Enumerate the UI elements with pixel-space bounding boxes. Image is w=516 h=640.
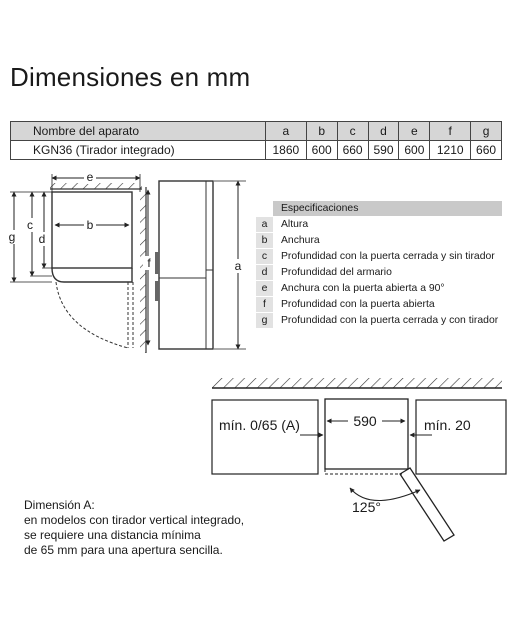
label-left-gap: mín. 0/65 (A): [219, 417, 300, 433]
spec-letter: c: [256, 249, 273, 265]
spec-row: [256, 217, 502, 233]
spec-letter: f: [256, 297, 273, 313]
label-b: b: [86, 218, 94, 232]
spec-letter: e: [256, 281, 273, 297]
dimension-a-note: [24, 498, 244, 558]
side-view-drawing: [140, 181, 246, 353]
spec-row: [256, 281, 502, 297]
header-b: b: [306, 122, 337, 141]
note-line: en modelos con tirador vertical integrado,: [24, 513, 245, 527]
note-heading: Dimensión A:: [24, 498, 95, 512]
value-b: 600: [306, 141, 337, 160]
specifications-table: [256, 201, 502, 329]
value-d: 590: [368, 141, 399, 160]
installation-drawing: [212, 378, 506, 541]
side-view-fridge: [159, 181, 213, 349]
spec-row: [256, 249, 502, 265]
label-angle: 125°: [352, 499, 381, 515]
top-view-drawing: [6, 170, 142, 348]
label-590: 590: [353, 413, 377, 429]
header-a: a: [266, 122, 307, 141]
spec-letter: d: [256, 265, 273, 281]
header-d: d: [368, 122, 399, 141]
label-g: g: [8, 230, 16, 244]
spec-letter: a: [256, 217, 273, 233]
header-appliance-name: Nombre del aparato: [11, 122, 266, 141]
right-cabinet: [416, 400, 506, 474]
door-swing-arc: [56, 282, 128, 348]
open-door-plan: [400, 468, 454, 541]
spec-row: [256, 265, 502, 281]
spec-row: [256, 233, 502, 249]
spec-letter: g: [256, 313, 273, 329]
spec-text: Profundidad con la puerta cerrada y con tirador: [273, 313, 502, 329]
label-a: a: [234, 259, 242, 273]
spec-text: Anchura: [273, 233, 502, 249]
label-e-top: e: [86, 170, 94, 184]
top-view-door: [52, 268, 132, 282]
note-line: de 65 mm para una apertura sencilla.: [24, 543, 223, 557]
spec-text: Profundidad con la puerta cerrada y sin tirador: [273, 249, 502, 265]
header-g: g: [471, 122, 502, 141]
spec-row: [256, 313, 502, 329]
header-f: f: [430, 122, 471, 141]
spec-text: Profundidad del armario: [273, 265, 502, 281]
spec-text: Altura: [273, 217, 502, 233]
upper-handle: [155, 252, 159, 274]
label-d: d: [38, 232, 46, 246]
specifications-header: [256, 201, 502, 217]
note-line: se requiere una distancia mínima: [24, 528, 201, 542]
model-name: KGN36 (Tirador integrado): [11, 141, 266, 160]
header-c: c: [337, 122, 368, 141]
value-a: 1860: [266, 141, 307, 160]
label-f: f: [147, 256, 151, 270]
spec-row: [256, 297, 502, 313]
left-cabinet: [212, 400, 318, 474]
value-g: 660: [471, 141, 502, 160]
spec-text: Anchura con la puerta abierta a 90°: [273, 281, 502, 297]
fridge-plan: [325, 399, 408, 469]
page-title: Dimensiones en mm: [10, 62, 251, 92]
label-c: c: [27, 218, 33, 232]
specifications-heading: Especificaciones: [273, 201, 502, 217]
value-f: 1210: [430, 141, 471, 160]
value-e: 600: [399, 141, 430, 160]
spec-text: Profundidad con la puerta abierta: [273, 297, 502, 313]
spec-letter: b: [256, 233, 273, 249]
header-e: e: [399, 122, 430, 141]
value-c: 660: [337, 141, 368, 160]
label-right-gap: mín. 20: [424, 417, 471, 433]
rear-wall-hatch: [212, 378, 502, 388]
lower-handle: [155, 281, 159, 301]
